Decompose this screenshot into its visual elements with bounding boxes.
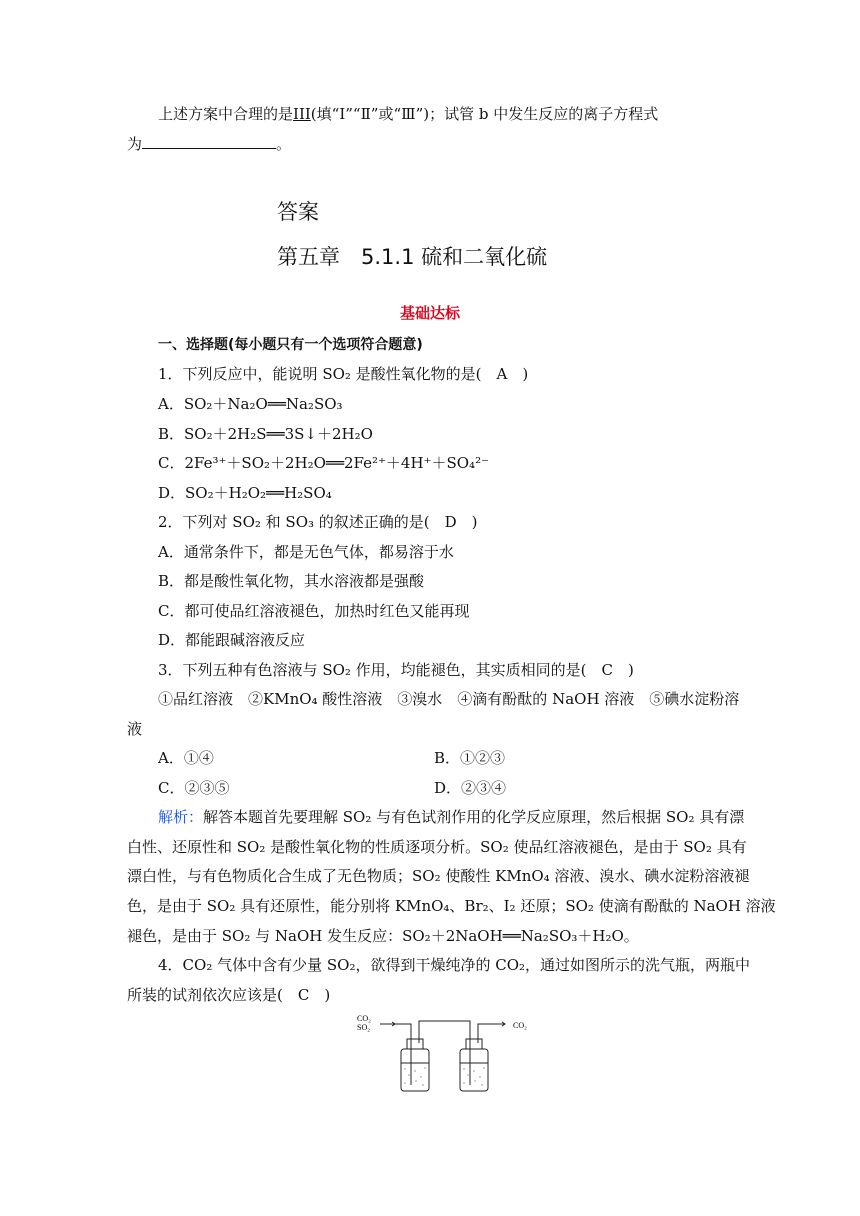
q1-option-b: B．SO₂＋2H₂S══3S↓＋2H₂O	[158, 425, 373, 443]
q3-stem: 3．下列五种有色溶液与 SO₂ 作用，均能褪色，其实质相同的是( C )	[158, 661, 634, 679]
q1-option-d: D．SO₂＋H₂O₂══H₂SO₄	[158, 484, 332, 502]
answers-heading: 答案	[277, 200, 319, 224]
inlet-label-1: CO₂	[357, 1014, 371, 1023]
q3-option-c: C．②③⑤	[158, 779, 230, 797]
q3-list-line-1: ①品红溶液 ②KMnO₄ 酸性溶液 ③溴水 ④滴有酚酞的 NaOH 溶液 ⑤碘水淀粉溶	[158, 690, 740, 708]
analysis-label: 解析：	[158, 808, 204, 826]
left-bottle	[401, 1049, 429, 1091]
q1-option-a: A．SO₂＋Na₂O══Na₂SO₃	[158, 395, 343, 413]
q3-option-a: A．①④	[158, 749, 214, 767]
intro-line2-text: 为	[127, 135, 143, 153]
outlet-label: CO₂	[513, 1021, 527, 1030]
chapter-title: 第五章 5.1.1 硫和二氧化硫	[277, 245, 548, 269]
analysis-line-1	[158, 807, 768, 827]
q2-option-d: D．都能跟碱溶液反应	[158, 631, 306, 649]
analysis-line-5: 褪色，是由于 SO₂ 与 NaOH 发生反应：SO₂＋2NaOH══Na₂SO₃＋H₂O。	[127, 927, 639, 945]
q2-stem: 2．下列对 SO₂ 和 SO₃ 的叙述正确的是( D )	[158, 513, 478, 531]
part-heading: 一、选择题(每小题只有一个选项符合题意)	[158, 337, 423, 353]
intro-answer: III	[293, 105, 311, 123]
q2-option-a: A．通常条件下，都是无色气体，都易溶于水	[158, 543, 454, 561]
intro-line-1	[158, 104, 768, 124]
q4-stem-line-2: 所装的试剂依次应该是( C )	[127, 986, 331, 1004]
connecting-tube	[419, 1021, 470, 1085]
intro-line2-end: 。	[276, 135, 292, 153]
answer-blank	[142, 134, 276, 149]
analysis-line-3: 漂白性，与有色物质化合生成了无色物质；SO₂ 使酸性 KMnO₄ 溶液、溴水、碘水淀粉溶液褪	[127, 867, 750, 885]
q2-option-b: B．都是酸性氧化物，其水溶液都是强酸	[158, 572, 425, 590]
section-title: 基础达标	[399, 304, 460, 322]
q1-option-c: C．2Fe³⁺＋SO₂＋2H₂O══2Fe²⁺＋4H⁺＋SO₄²⁻	[158, 454, 489, 472]
inlet-label-2: SO₂	[357, 1023, 371, 1032]
intro-text-rest: (填“Ⅰ”“Ⅱ”或“Ⅲ”)；试管 b 中发生反应的离子方程式	[310, 105, 659, 123]
analysis-line-4: 色，是由于 SO₂ 具有还原性，能分别将 KMnO₄、Br₂、I₂ 还原；SO₂ 使滴有酚酞的 NaOH 溶液	[127, 897, 776, 915]
intro-line-2	[127, 134, 737, 154]
q2-option-c: C．都可使品红溶液褪色，加热时红色又能再现	[158, 602, 470, 620]
analysis-line-2: 白性、还原性和 SO₂ 是酸性氧化物的性质逐项分析。SO₂ 使品红溶液褪色，是由于 SO₂ 具有	[127, 838, 747, 856]
q3-list-line-2: 液	[127, 720, 143, 738]
q3-option-b: B．①②③	[434, 749, 506, 767]
q3-option-d: D．②③④	[434, 779, 507, 797]
q4-stem-line-1: 4．CO₂ 气体中含有少量 SO₂，欲得到干燥纯净的 CO₂，通过如图所示的洗气瓶，两瓶中	[158, 956, 751, 974]
intro-text: 上述方案中合理的是	[158, 105, 294, 123]
gas-washing-bottles-diagram	[355, 1013, 540, 1093]
liquid-dots	[404, 1067, 484, 1085]
right-bottle	[460, 1049, 488, 1091]
q1-stem: 1．下列反应中，能说明 SO₂ 是酸性氧化物的是( A )	[158, 365, 529, 383]
analysis-text-1: 解答本题首先要理解 SO₂ 与有色试剂作用的化学反应原理，然后根据 SO₂ 具有漂	[203, 808, 745, 826]
